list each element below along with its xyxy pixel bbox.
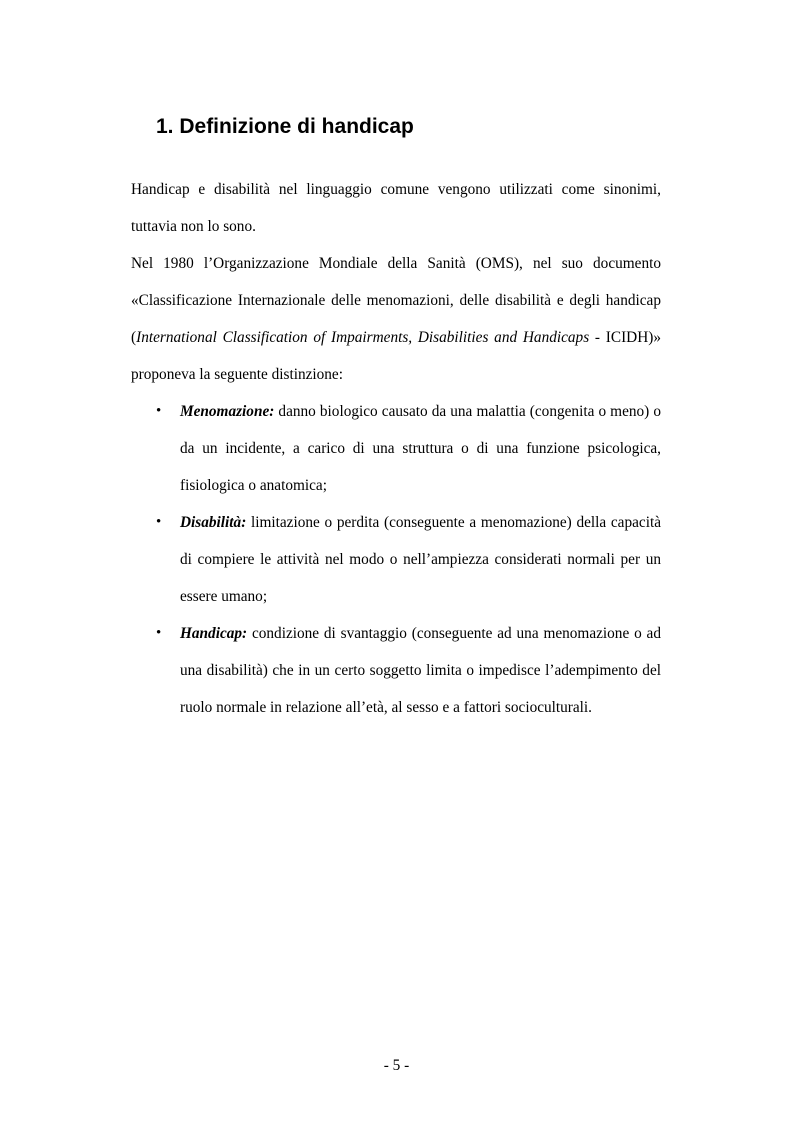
list-item-disabilita [131,504,661,615]
bullet-icon: • [156,403,162,419]
definition-menomazione: danno biologico causato da una malattia (congenita o meno) o da un incidente, a carico di una struttura o di una funzione psicologica, fisiologica o anatomica; [180,403,661,494]
oms-paragraph [131,245,661,393]
definition-handicap: condizione di svantaggio (conseguente ad una menomazione o ad una disabilità) che in un certo soggetto limita o impedisce l’adempimento del ruolo normale in relazione all’età, al sesso e a fattori socioculturali. [180,625,661,716]
icidh-full-title: International Classification of Impairments, Disabilities and Handicaps [136,329,590,346]
list-item-menomazione [131,393,661,504]
definition-disabilita: limitazione o perdita (conseguente a menomazione) della capacità di compiere le attività nel modo o nell’ampiezza considerati normali per un essere umano; [180,514,661,605]
oms-text-before: Nel 1980 l’Organizzazione Mondiale della Sanità (OMS), nel suo documento «Classificazione Internazionale delle menomazioni, delle disabilità e degli handicap ( [131,255,661,346]
definitions-list [131,393,661,726]
section-heading: 1. Definizione di handicap [156,115,414,138]
oms-text-after: - ICIDH)» proponeva la seguente distinzione: [131,329,661,383]
term-handicap: Handicap: [180,625,248,642]
term-menomazione: Menomazione: [180,403,275,420]
term-disabilita: Disabilità: [180,514,247,531]
bullet-icon: • [156,625,162,641]
page-number: - 5 - [383,1057,410,1074]
list-item-handicap [131,615,661,726]
intro-paragraph: Handicap e disabilità nel linguaggio comune vengono utilizzati come sinonimi, tuttavia non lo sono. [131,181,661,235]
body-text [131,171,661,726]
bullet-icon: • [156,514,162,530]
